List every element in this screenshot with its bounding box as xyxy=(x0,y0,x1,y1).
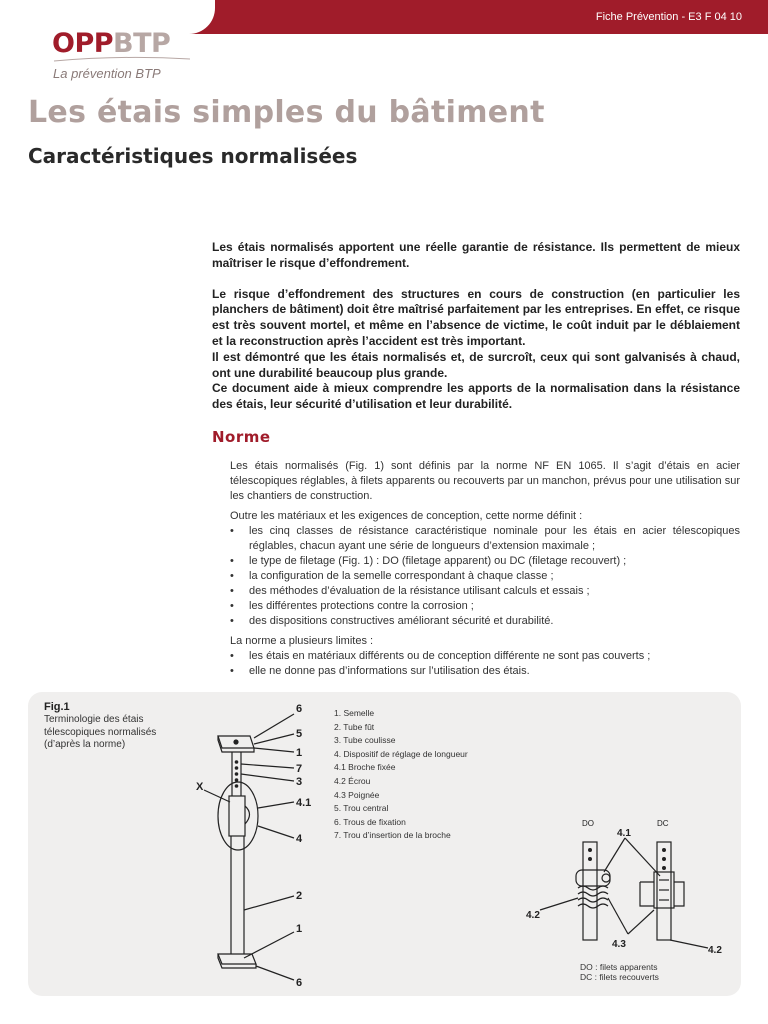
intro-paragraph-4: Ce document aide à mieux comprendre les apports de la normalisation dans la résistance des étais, leur sécurité d’utilisation et leur durabilité. xyxy=(212,381,740,412)
callout-x: X xyxy=(196,781,204,793)
intro-paragraph-1: Les étais normalisés apportent une réelle garantie de résistance. Ils permettent de mieux maîtriser le risque d’effondrement. xyxy=(212,240,740,270)
figure-label: Fig.1 xyxy=(44,701,70,713)
callout-2: 2 xyxy=(296,890,303,902)
logo-part-opp: OPP xyxy=(52,28,114,59)
norme-paragraph-1: Les étais normalisés (Fig. 1) sont définis par la norme NF EN 1065. Il s’agit d’étais en acier télescopiques réglables, à filets apparents ou recouverts par un manchon, prévus pour une utilisation sur les chantiers de construction. xyxy=(230,460,740,502)
norme-limits-list xyxy=(230,649,740,679)
legend-item: 3. Tube coulisse xyxy=(334,735,396,746)
section-heading-norme: Norme xyxy=(212,428,271,446)
legend-item: 1. Semelle xyxy=(334,708,375,718)
logo-swoosh-icon xyxy=(52,56,192,62)
list-item: • les différentes protections contre la corrosion ; xyxy=(230,599,740,614)
logo-part-btp: BTP xyxy=(113,28,171,59)
legend-item: 7. Trou d’insertion de la broche xyxy=(334,830,451,841)
page-title: Les étais simples du bâtiment xyxy=(28,95,545,130)
logo-tagline: La prévention BTP xyxy=(53,66,161,81)
prop-diagram xyxy=(190,696,350,992)
legend-item: 4.2 Écrou xyxy=(334,775,371,786)
logo-wordmark xyxy=(52,30,170,57)
list-item: • le type de filetage (Fig. 1) : DO (filetage apparent) ou DC (filetage recouvert) ; xyxy=(230,554,740,569)
legend-item: 5. Trou central xyxy=(334,803,389,814)
list-item: • des dispositions constructives améliorant sécurité et durabilité. xyxy=(230,614,740,629)
page-subtitle: Caractéristiques normalisées xyxy=(28,144,358,168)
norme-paragraph-3: La norme a plusieurs limites : xyxy=(230,635,374,647)
legend-item: 4.1 Broche fixée xyxy=(334,762,396,773)
list-item: • les cinq classes de résistance caractéristique nominale pour les étais en acier télescopiques réglables, chacun ayant une série de longueurs d’extension maximale ; xyxy=(230,524,740,554)
legend-item: 4. Dispositif de réglage de longueur xyxy=(334,748,468,759)
norme-section xyxy=(230,459,740,684)
list-item: • les étais en matériaux différents ou de conception différente ne sont pas couverts ; xyxy=(230,649,740,664)
callout-4: 4 xyxy=(296,833,303,845)
detail-label-dc: DC xyxy=(657,819,669,828)
detail-callout-4-2-right: 4.2 xyxy=(708,945,722,956)
do-dc-detail-diagram xyxy=(520,814,730,964)
callout-6-bottom: 6 xyxy=(296,977,303,989)
detail-label-do: DO xyxy=(582,819,594,828)
legend-item: 2. Tube fût xyxy=(334,721,375,732)
detail-callout-4-1: 4.1 xyxy=(617,828,631,839)
list-item: • elle ne donne pas d’informations sur l’utilisation des étais. xyxy=(230,664,740,679)
list-item: • la configuration de la semelle correspondant à chaque classe ; xyxy=(230,569,740,584)
callout-3: 3 xyxy=(296,776,303,788)
intro-paragraph-3: Il est démontré que les étais normalisés et, de surcroît, ceux qui sont galvanisés à chaud, ont une durabilité beaucoup plus grande. xyxy=(212,349,740,380)
detail-callout-4-2-left: 4.2 xyxy=(526,910,540,921)
legend-item: 6. Trous de fixation xyxy=(334,816,406,827)
do-note-line: DO : filets apparents xyxy=(580,962,658,972)
callout-1-bottom: 1 xyxy=(296,923,303,935)
figure-caption: Terminologie des étais télescopiques normalisés (d’après la norme) xyxy=(44,714,157,750)
do-dc-note xyxy=(580,962,659,982)
figure-legend xyxy=(334,707,468,843)
list-item: • des méthodes d’évaluation de la résistance utilisant calculs et essais ; xyxy=(230,584,740,599)
callout-5: 5 xyxy=(296,728,303,740)
callout-7: 7 xyxy=(296,763,303,775)
intro-section xyxy=(212,240,740,413)
intro-paragraph-2: Le risque d’effondrement des structures en cours de construction (en particulier les planchers de bâtiment) doit être maîtrisé parfaitement par les entreprises. En effet, ce risque est très souvent mortel, et même en l’absence de victime, le coût induit par le déblaiement et la reconstruction après l’accident est très important. xyxy=(212,286,740,348)
norme-paragraph-2: Outre les matériaux et les exigences de conception, cette norme définit : xyxy=(230,510,583,522)
callout-1: 1 xyxy=(296,747,303,759)
callout-6: 6 xyxy=(296,703,303,715)
legend-item: 4.3 Poignée xyxy=(334,789,380,800)
detail-callout-4-3: 4.3 xyxy=(612,939,626,950)
callout-4-1: 4.1 xyxy=(296,797,312,809)
document-reference: Fiche Prévention - E3 F 04 10 xyxy=(595,11,742,23)
norme-definitions-list xyxy=(230,524,740,629)
dc-note-line: DC : filets recouverts xyxy=(580,972,659,982)
oppbtp-logo xyxy=(52,28,171,81)
